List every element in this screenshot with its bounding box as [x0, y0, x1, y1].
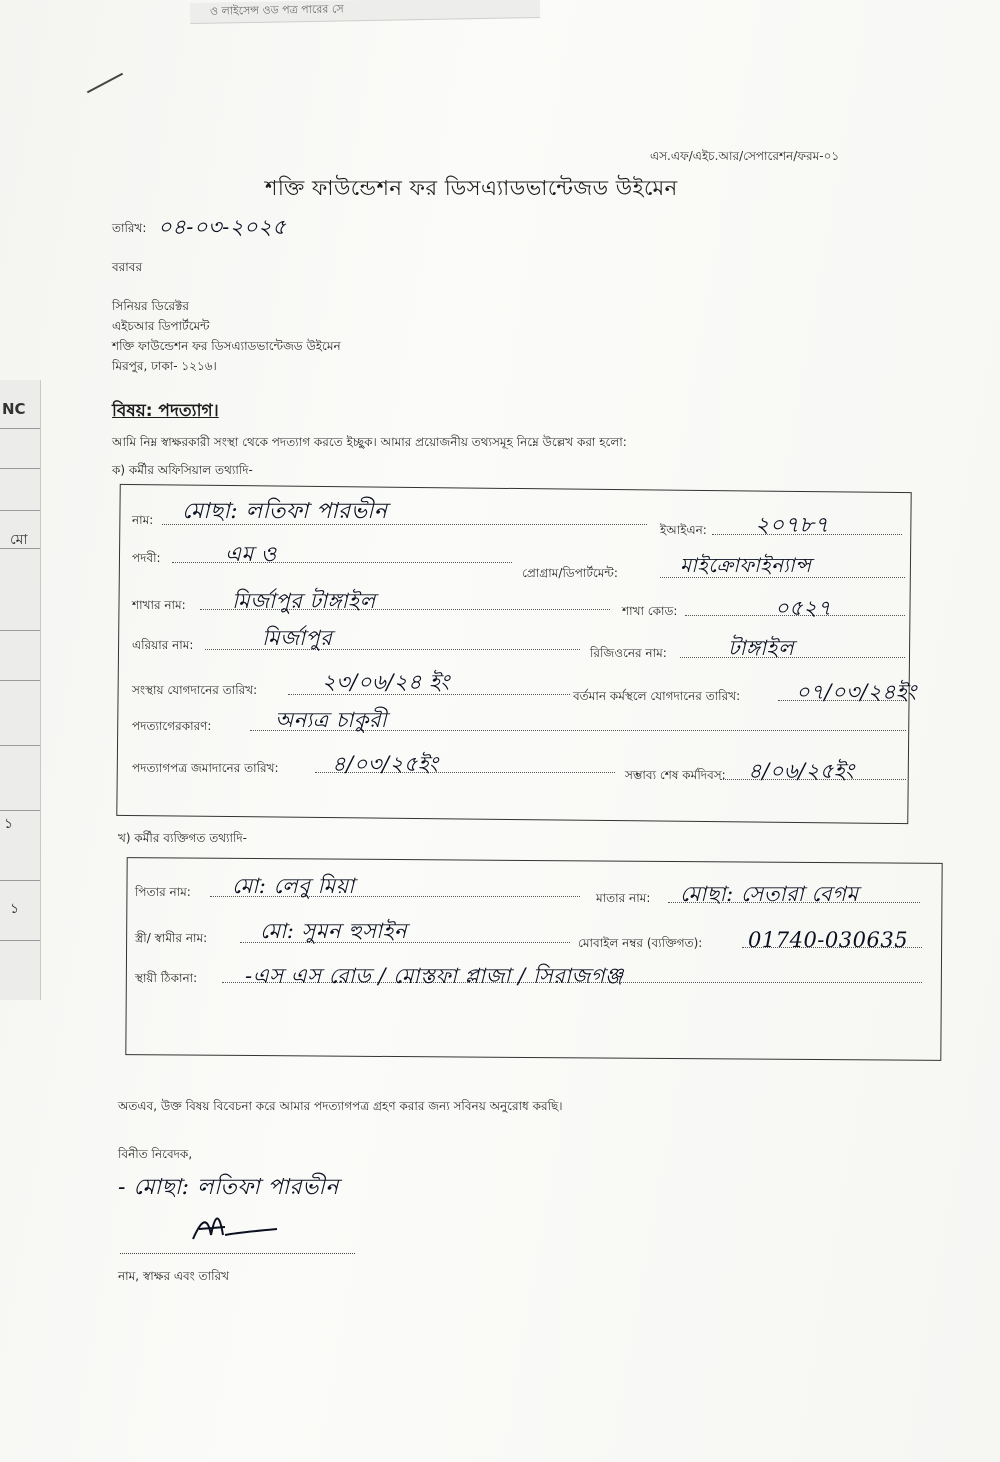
program-label: প্রোগ্রাম/ডিপার্টমেন্ট: — [522, 566, 618, 580]
form-code: এস.এফ/এইচ.আর/সেপারেশন/ফরম-০১ — [650, 149, 840, 163]
signature-footer: নাম, স্বাক্ষর এবং তারিখ — [118, 1269, 230, 1283]
address-label: স্থায়ী ঠিকানা: — [135, 971, 198, 985]
father-name-value: মো: লেবু মিয়া — [232, 874, 355, 898]
branch-label: শাখার নাম: — [132, 598, 186, 612]
father-name-label: পিতার নাম: — [135, 885, 191, 899]
date-value: ০৪-০৩-২০২৫ — [158, 215, 287, 239]
section-official-heading: ক) কর্মীর অফিসিয়াল তথ্যাদি- — [112, 463, 253, 477]
top-paper-strip: ও লাইসেন্স ওড পত্র পারের সে — [190, 0, 540, 24]
closing-text: অতএব, উক্ত বিষয় বিবেচনা করে আমার পদত্যাগপত্র গ্রহণ করার জন্য সবিনয় অনুরোধ করছি। — [118, 1099, 563, 1113]
designation-label: পদবী: — [132, 551, 161, 565]
mother-name-value: মোছা: সেতারা বেগম — [680, 882, 859, 906]
organization-title: শক্তি ফাউন্ডেশন ফর ডিসএ্যাডভান্টেজড উইমেন — [265, 176, 678, 200]
side-fragment-text: মো — [10, 532, 28, 548]
branch-code-label: শাখা কোড: — [622, 604, 678, 618]
date-label: তারিখ: — [112, 221, 147, 235]
region-value: টাঙ্গাইল — [728, 636, 795, 660]
reason-label: পদত্যাগেরকারণ: — [132, 719, 212, 733]
sign-off: বিনীত নিবেদক, — [118, 1147, 193, 1161]
current-join-date-value: ০৭/০৩/২৪ইং — [796, 680, 917, 704]
signature-name: - মোছা: লতিফা পারভীন — [118, 1175, 339, 1200]
area-label: এরিয়ার নাম: — [132, 638, 194, 652]
to-label: বরাবর — [112, 260, 143, 274]
signature-scribble-icon — [185, 1205, 285, 1245]
last-working-day-value: ৪/০৬/২৫ইং — [748, 759, 855, 783]
mother-name-label: মাতার নাম: — [596, 891, 651, 905]
ein-label: ইআইএন: — [660, 523, 707, 537]
name-label: নাম: — [132, 513, 154, 527]
join-date-value: ২৩/০৬/২৪ ইং — [322, 670, 450, 694]
branch-code-value: ০৫২৭ — [775, 596, 832, 620]
region-label: রিজিওনের নাম: — [590, 646, 667, 660]
designation-value: এম ও — [225, 542, 277, 566]
join-date-label: সংস্থায় যোগদানের তারিখ: — [132, 683, 258, 697]
subject: বিষয়: পদত্যাগ। — [112, 401, 219, 421]
side-fragment-text: NC — [2, 400, 26, 418]
reason-value: অন্যত্র চাকুরী — [275, 708, 388, 732]
recipient-line: সিনিয়র ডিরেক্টর — [112, 299, 189, 313]
mobile-value: 01740-030635 — [748, 928, 909, 952]
recipient-line: শক্তি ফাউন্ডেশন ফর ডিসএ্যাডভান্টেজড উইমেন — [112, 339, 341, 353]
side-fragment-text: ১ — [10, 901, 20, 917]
signature-line — [120, 1253, 355, 1254]
ein-value: ২০৭৮৭ — [755, 513, 829, 538]
pen-mark — [87, 73, 123, 94]
address-value: -এস এস রোড / মোস্তফা প্লাজা / সিরাজগঞ্জ — [245, 964, 624, 988]
side-fragment-text: ১ — [4, 816, 14, 832]
last-working-day-label: সম্ভাব্য শেষ কর্মদিবস: — [625, 768, 726, 782]
submission-date-value: ৪/০৩/২৫ইং — [332, 752, 439, 776]
current-join-date-label: বর্তমান কর্মস্থলে যোগদানের তারিখ: — [573, 689, 741, 703]
submission-date-label: পদত্যাগপত্র জমাদানের তারিখ: — [132, 761, 279, 775]
underlying-page-fragment — [0, 380, 41, 1000]
branch-value: মির্জাপুর টাঙ্গাইল — [232, 589, 376, 613]
mobile-label: মোবাইল নম্বর (ব্যক্তিগত): — [578, 936, 703, 950]
name-value: মোছা: লতিফা পারভীন — [182, 499, 388, 524]
area-value: মির্জাপুর — [262, 626, 333, 650]
program-value: মাইক্রোফাইন্যান্স — [680, 553, 812, 577]
spouse-name-label: স্ত্রী/ স্বামীর নাম: — [135, 931, 208, 945]
recipient-line: মিরপুর, ঢাকা- ১২১৬। — [112, 359, 217, 373]
recipient-line: এইচআর ডিপার্টমেন্ট — [112, 319, 210, 333]
section-personal-heading: খ) কর্মীর ব্যক্তিগত তথ্যাদি- — [118, 831, 248, 845]
intro-text: আমি নিম্ন স্বাক্ষরকারী সংস্থা থেকে পদত্যাগ করতে ইচ্ছুক। আমার প্রয়োজনীয় তথ্যসমূহ নিম্নে উল্লেখ করা হলো: — [112, 435, 627, 449]
spouse-name-value: মো: সুমন হুসাইন — [260, 919, 408, 943]
